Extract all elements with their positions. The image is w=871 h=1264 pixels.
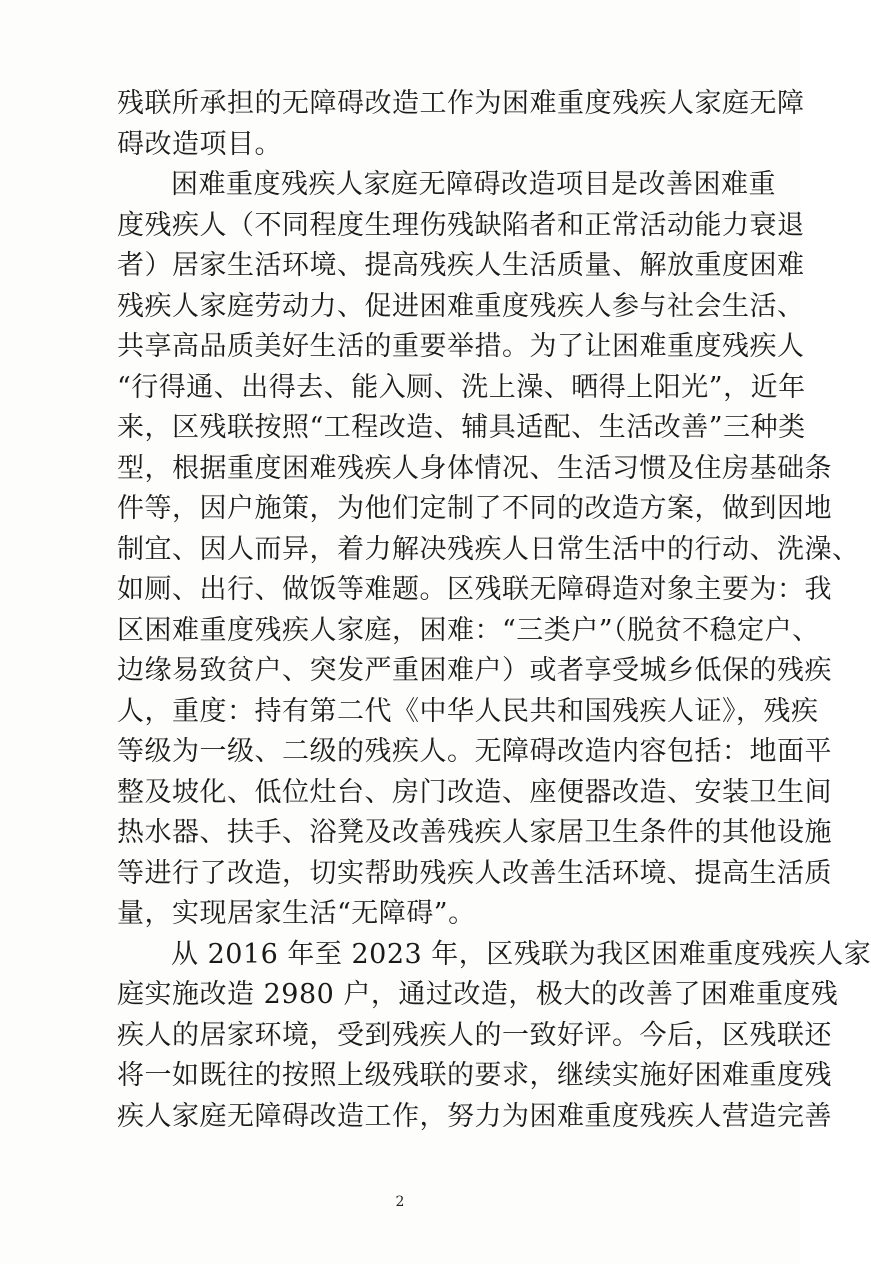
text-line: 困难重度残疾人家庭无障碍改造项目是改善困难重: [171, 169, 776, 200]
page-number: 2: [395, 1194, 405, 1210]
text-line: 如厕、出行、做饭等难题。区残联无障碍造对象主要为：我: [117, 574, 832, 605]
text-line: 庭实施改造 2980 户，通过改造，极大的改善了困难重度残: [117, 979, 839, 1010]
text-line: 边缘易致贫户、突发严重困难户）或者享受城乡低保的残疾: [117, 655, 832, 686]
text-line: 区困难重度残疾人家庭，困难：“三类户”（脱贫不稳定户、: [117, 614, 820, 646]
text-line: 制宜、因人而异，着力解决残疾人日常生活中的行动、洗澡、: [117, 533, 860, 565]
text-line: 件等，因户施策，为他们定制了不同的改造方案，做到因地: [117, 493, 832, 524]
text-line: 疾人的居家环境，受到残疾人的一致好评。今后，区残联还: [117, 1019, 832, 1051]
text-line: 等进行了改造，切实帮助残疾人改善生活环境、提高生活质: [117, 857, 832, 889]
body-text: [117, 84, 871, 1137]
text-line: 整及坡化、低位灶台、房门改造、座便器改造、安装卫生间: [117, 776, 832, 808]
text-line: 量，实现居家生活“无障碍”。: [117, 898, 476, 929]
text-line: 者）居家生活环境、提高残疾人生活质量、解放重度困难: [117, 250, 805, 281]
text-line: 人，重度：持有第二代《中华人民共和国残疾人证》，残疾: [117, 695, 819, 727]
text-line: 度残疾人（不同程度生理伤残缺陷者和正常活动能力衰退: [117, 209, 805, 241]
text-line: 共享高品质美好生活的重要举措。为了让困难重度残疾人: [117, 331, 805, 362]
text-line: 疾人家庭无障碍改造工作，努力为困难重度残疾人营造完善: [117, 1100, 832, 1132]
text-line: 残疾人家庭劳动力、促进困难重度残疾人参与社会生活、: [117, 290, 805, 322]
text-line: 来，区残联按照“工程改造、辅具适配、生活改善”三种类: [117, 412, 806, 443]
text-line: “行得通、出得去、能入厕、洗上澡、晒得上阳光”，近年: [117, 371, 806, 403]
text-line: 将一如既往的按照上级残联的要求，继续实施好困难重度残: [117, 1060, 832, 1091]
text-line: 碍改造项目。: [117, 128, 282, 160]
text-line: 残联所承担的无障碍改造工作为困难重度残疾人家庭无障: [117, 88, 805, 119]
text-line: 从 2016 年至 2023 年，区残联为我区困难重度残疾人家: [171, 938, 871, 970]
text-line: 等级为一级、二级的残疾人。无障碍改造内容包括：地面平: [117, 736, 832, 767]
text-line: 型，根据重度困难残疾人身体情况、生活习惯及住房基础条: [117, 452, 832, 484]
text-line: 热水器、扶手、浴凳及改善残疾人家居卫生条件的其他设施: [117, 817, 832, 848]
